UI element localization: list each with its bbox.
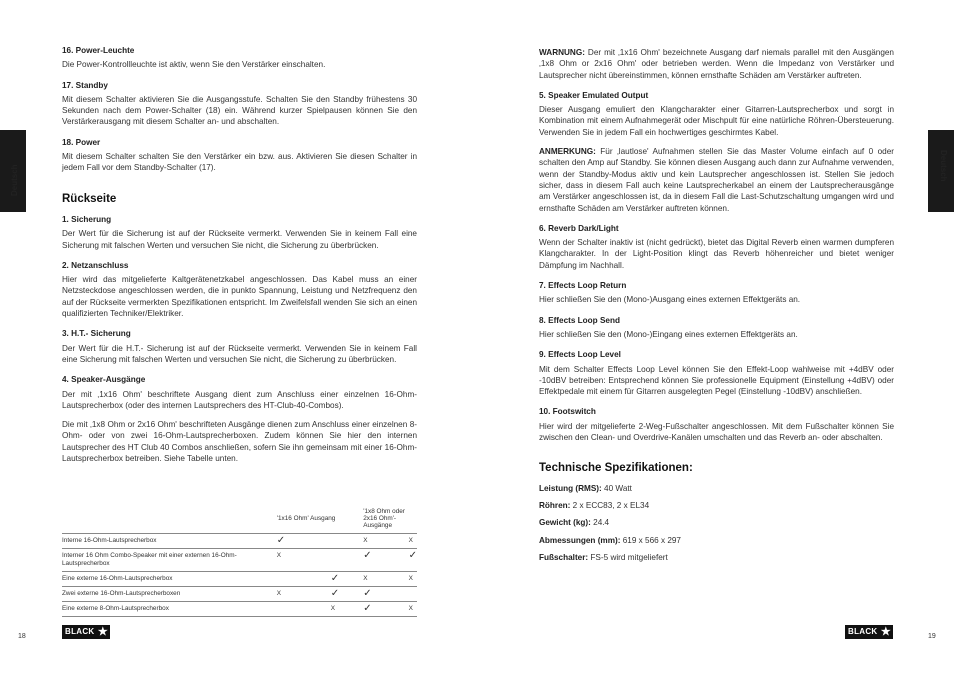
- table-row: Zwei externe 16-Ohm-Lautsprecherboxen X ✓ ✓: [62, 587, 417, 602]
- page-number-left: 18: [18, 633, 26, 640]
- table-row: Eine externe 8-Ohm-Lautsprecherbox X ✓ X: [62, 602, 417, 617]
- spec-row: Leistung (RMS): 40 Watt: [539, 483, 632, 493]
- note-text: Für ‚lautlose' Aufnahmen stellen Sie das Master Volume einfach auf 0 oder schalten den Amp auf Standby. Sie können diesen Ausgang auch dann zur Aufnahme verwenden, wenn der Standby-Modus aktiv und kein Lautsprecher angeschlossen ist. Stellen Sie jedoch sicher, dass in diesem Fall auch keine Lautsprecherkabel an einem der Lautsprecherausgänge am Verstärker angeschlossen ist, da in diesem Fall die Last-Schutzschaltung umgangen wird und ernsthafte Schäden am Verstärker auftreten können.: [539, 147, 894, 213]
- section-text: Mit diesem Schalter aktivieren Sie die Ausgangsstufe. Schalten Sie den Standby frühestens 30 Sekunden nach dem Power-Schalter (18) ein. Während kurzer Spielpausen können Sie den Verstärkerausgang mit diesem Schalter an- und abschalten.: [62, 94, 417, 127]
- warning-text: Der mit ‚1x16 Ohm' bezeichnete Ausgang darf niemals parallel mit den Ausgängen ‚1x8 Ohm or 2x16 Ohm' oder betrieben werden. Wenn die Impedanz von Verstärker und Lautsprecher nicht übereinstimmen, können ernsthafte Schäden am Verstärker auftreten.: [539, 48, 894, 80]
- section-text: Mit dem Schalter Effects Loop Level können Sie den Effekt-Loop wahlweise mit +4dBV oder -10dBV betreiben: Entsprechend können Sie professionelle Equipment (Einstellung +4dBV) oder Effektpedale mit einem für Gitarren ausgelegten Pegel (Einstellung -10dBV) anschließen.: [539, 364, 894, 397]
- section-title: 5. Speaker Emulated Output: [539, 90, 649, 100]
- section-title: 8. Effects Loop Send: [539, 315, 620, 325]
- side-tab-label-left: Deutsch: [10, 164, 19, 196]
- side-tab-label-right: Deutsch: [939, 150, 948, 182]
- section-text: Der mit ‚1x16 Ohm' beschriftete Ausgang dient zum Anschluss einer einzelnen 16-Ohm-Lautsprecherbox (oder des internen Lautsprechers des HT-Club-40-Combos).: [62, 389, 417, 410]
- spec-row: Gewicht (kg): 24.4: [539, 518, 610, 528]
- section-text: Der Wert für die Sicherung ist auf der Rückseite vermerkt. Verwenden Sie in keinem Fall eine Sicherung mit falschen Werten und versuchen Sie nicht, die Sicherung zu überbrücken.: [62, 229, 417, 250]
- note-paragraph: [539, 146, 894, 214]
- section-title: 17. Standby: [62, 80, 108, 90]
- section-title: 10. Footswitch: [539, 407, 596, 417]
- section-title: 6. Reverb Dark/Light: [539, 223, 619, 233]
- section-title: 7. Effects Loop Return: [539, 281, 627, 291]
- table-row: Interne 16-Ohm-Lautsprecherbox ✓ X X: [62, 534, 417, 549]
- note-label: ANMERKUNG:: [539, 147, 596, 157]
- section-text: Die mit ‚1x8 Ohm or 2x16 Ohm' beschrifteten Ausgänge dienen zum Anschluss einer einzelnen 8-Ohm- oder von zwei 16-Ohm-Lautsprecherboxen. Zudem können Sie hier den internen Lautsprecher des HT Club 40 Combos anschließen, sofern Sie ihn gemeinsam mit einer 16-Ohm-Lautsprecherbox betreiben. Siehe Tabelle unten.: [62, 420, 417, 464]
- table-header-1x8: '1x8 Ohm oder 2x16 Ohm'-Ausgänge: [363, 508, 405, 529]
- left-page-content: [62, 45, 417, 469]
- spec-row: Abmessungen (mm): 619 x 566 x 297: [539, 535, 681, 545]
- speaker-output-table: [62, 508, 417, 617]
- section-title: 4. Speaker-Ausgänge: [62, 375, 146, 385]
- section-title: 2. Netzanschluss: [62, 260, 129, 270]
- section-text: Mit diesem Schalter schalten Sie den Verstärker ein bzw. aus. Aktivieren Sie diesen Schalter in jedem Fall vor dem Standby-Schalter (17).: [62, 152, 417, 173]
- section-title: 3. H.T.- Sicherung: [62, 329, 131, 339]
- section-text: Dieser Ausgang emuliert den Klangcharakter einer Gitarren-Lautsprecherbox und sorgt in Kombination mit einem Aufnahmegerät oder Mischpult für eine natürliche Röhren-Übersteuerung. Verwenden Sie in jedem Fall ein hochwertiges geschirmtes Kabel.: [539, 105, 894, 137]
- table-row: Interner 16 Ohm Combo-Speaker mit einer externen 16-Ohm-Lautsprecherbox X ✓ ✓: [62, 549, 417, 572]
- black-star-logo-right: BLACK ★: [845, 625, 893, 639]
- section-text: Hier schließen Sie den (Mono-)Eingang eines externen Effektgeräts an.: [539, 329, 798, 339]
- table-row: Eine externe 16-Ohm-Lautsprecherbox ✓ X X: [62, 572, 417, 587]
- heading-tech-specs: Technische Spezifikationen:: [539, 462, 693, 475]
- section-text: Der Wert für die H.T.- Sicherung ist auf der Rückseite vermerkt. Verwenden Sie in keinem Fall eine Sicherung mit falschen Werten und versuchen Sie nicht, die Sicherung zu überbrücken.: [62, 343, 417, 364]
- section-title: 9. Effects Loop Level: [539, 350, 621, 360]
- section-text: Hier schließen Sie den (Mono-)Ausgang eines externen Effektgeräts an.: [539, 295, 801, 305]
- heading-rueckseite: Rückseite: [62, 192, 117, 205]
- section-text: Hier wird das mitgelieferte Kaltgerätenetzkabel angeschlossen. Das Kabel muss an einer Netzsteckdose angeschlossen werden, die in punkto Spannung, Leistung und Netzfrequenz den auf der Rückseite vermerkten Spezifikationen entspricht. Im Zweifelsfall wenden Sie sich an einen qualifizierten Techniker/Elektriker.: [62, 275, 417, 319]
- table-header-1x16: '1x16 Ohm' Ausgang: [276, 515, 336, 522]
- section-text: Hier wird der mitgelieferte 2-Weg-Fußschalter angeschlossen. Mit dem Fußschalter können Sie zwischen den Clean- und Overdrive-Kanälen umschalten und das Reverb an- oder abschalten.: [539, 421, 894, 443]
- section-text: Wenn der Schalter inaktiv ist (nicht gedrückt), bietet das Digital Reverb einen warmen dumpferen Klangcharakter. In der Light-Position klingt das Reverb höhenreicher und bietet weniger Dämpfung im Nachhall.: [539, 238, 894, 270]
- warning-paragraph: [539, 47, 894, 81]
- section-title: 18. Power: [62, 137, 101, 147]
- spec-row: Röhren: 2 x ECC83, 2 x EL34: [539, 500, 650, 510]
- black-star-logo-left: BLACK ★: [62, 625, 110, 639]
- spec-row: Fußschalter: FS-5 wird mitgeliefert: [539, 552, 668, 562]
- page-number-right: 19: [928, 633, 936, 640]
- warning-label: WARNUNG:: [539, 48, 585, 57]
- right-page-content: [539, 47, 894, 569]
- section-title: 1. Sicherung: [62, 214, 112, 224]
- section-title: 16. Power-Leuchte: [62, 46, 135, 55]
- section-text: Die Power-Kontrollleuchte ist aktiv, wenn Sie den Verstärker einschalten.: [62, 60, 326, 70]
